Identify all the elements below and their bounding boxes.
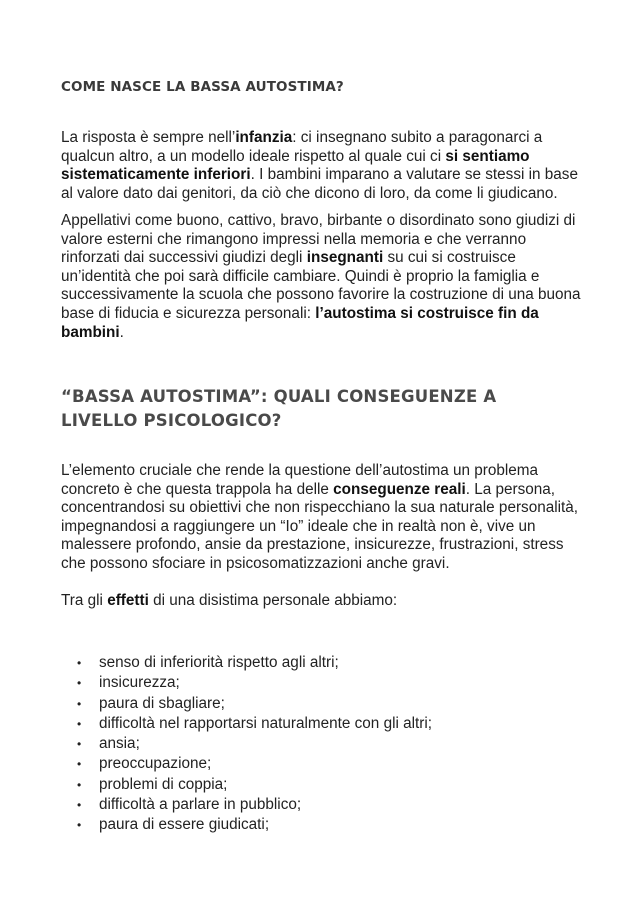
text-segment: su cui si costruisce un’identità che poi sarà difficile cambiare. Quindi è proprio la famiglia e successivamente la scuola che possono favorire la costruzione di una buona base di fiducia e sicurezza personali: bbox=[61, 249, 581, 322]
list-item bbox=[61, 775, 432, 795]
bold-text: l’autostima si costruisce fin da bambini bbox=[61, 304, 539, 341]
bold-text: infanzia bbox=[235, 129, 293, 146]
list-item bbox=[61, 714, 432, 734]
text-segment: . bbox=[119, 323, 124, 341]
bold-text: effetti bbox=[107, 592, 149, 609]
bullet-icon: • bbox=[77, 656, 82, 670]
bullet-icon: • bbox=[77, 818, 82, 833]
list-item bbox=[61, 673, 432, 693]
section-heading-conseguenze: “BASSA AUTOSTIMA”: QUALI CONSEGUENZE A LIVELLO PSICOLOGICO? bbox=[61, 387, 497, 430]
bullet-icon: • bbox=[77, 798, 82, 813]
list-item bbox=[61, 694, 432, 714]
list-item-text: insicurezza; bbox=[99, 674, 180, 692]
list-item-text: difficoltà a parlare in pubblico; bbox=[99, 796, 302, 814]
text-segment: Tra gli bbox=[61, 592, 108, 609]
bold-text: conseguenze reali bbox=[333, 480, 466, 498]
list-item-text: difficoltà nel rapportarsi naturalmente con gli altri; bbox=[99, 714, 433, 732]
bullet-icon: • bbox=[77, 716, 82, 731]
bullet-icon: • bbox=[77, 757, 82, 772]
list-item-text: paura di sbagliare; bbox=[99, 694, 225, 712]
section-heading-bassa-autostima: COME NASCE LA BASSA AUTOSTIMA? bbox=[61, 79, 344, 95]
list-item-text: preoccupazione; bbox=[99, 755, 212, 773]
paragraph-appellativi bbox=[61, 212, 581, 342]
list-item bbox=[61, 754, 432, 774]
bullet-icon: • bbox=[77, 696, 82, 711]
list-item bbox=[61, 734, 432, 754]
list-item-text: problemi di coppia; bbox=[99, 775, 228, 793]
text-segment: di una disistima personale abbiamo: bbox=[148, 592, 398, 609]
text-segment: . La persona, concentrandosi su obiettivi che non rispecchiano la sua naturale personalità, impegnandosi a raggiungere un “Io” ideale che in realtà non è, vive un malessere profondo, ansie da prestazione, insicurezze, frustrazioni, stress che possono sfociare in psicosomatizzazioni anche gravi. bbox=[61, 480, 579, 572]
bullet-icon: • bbox=[77, 676, 82, 691]
list-item bbox=[61, 815, 432, 835]
text-segment: . I bambini imparano a valutare se stessi in base al valore dato dai genitori, da ciò che dicono di loro, da come li giudicano. bbox=[61, 166, 578, 202]
text-segment: L’elemento cruciale che rende la questione dell’autostima un problema concreto è che questa trappola ha delle bbox=[61, 462, 539, 498]
bullet-icon: • bbox=[77, 777, 82, 792]
bold-text: si sentiamo sistematicamente inferiori bbox=[61, 147, 530, 184]
list-item bbox=[61, 653, 432, 673]
paragraph-elemento-cruciale bbox=[61, 462, 581, 574]
text-segment: : ci insegnano subito a paragonarci a qualcun altro, a un modello ideale rispetto al quale cui ci bbox=[61, 129, 543, 165]
list-item-text: ansia; bbox=[99, 735, 140, 753]
list-item bbox=[61, 795, 432, 815]
effects-list bbox=[61, 653, 432, 836]
list-item-text: paura di essere giudicati; bbox=[99, 816, 270, 834]
list-item-text: senso di inferiorità rispetto agli altri; bbox=[99, 654, 339, 671]
text-segment: La risposta è sempre nell’ bbox=[61, 129, 236, 146]
bullet-icon: • bbox=[77, 737, 82, 752]
bold-text: insegnanti bbox=[306, 249, 384, 267]
paragraph-effetti-intro bbox=[61, 592, 581, 611]
text-segment: Appellativi come buono, cattivo, bravo, birbante o disordinato sono giudizi di valore esterni che rimangono impressi nella memoria e che verranno rinforzati dai successivi giudizi degli bbox=[61, 212, 576, 267]
paragraph-infanzia bbox=[61, 129, 581, 203]
